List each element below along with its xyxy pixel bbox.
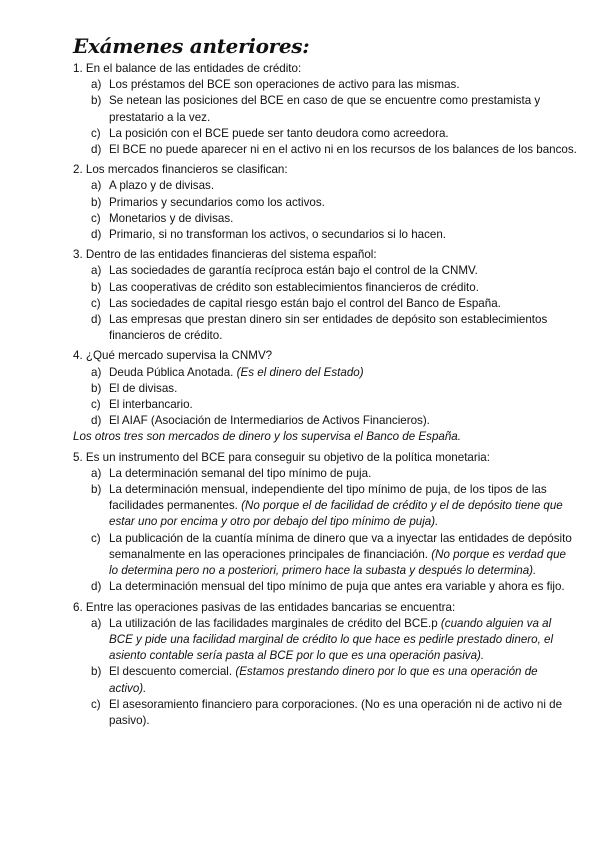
option-note: (Estamos prestando dinero por lo que es una operación de activo).: [109, 665, 538, 695]
option-text: Se netean las posiciones del BCE en caso de que se encuentre como prestamista y prestatario a la vez.: [109, 94, 541, 124]
question-stem: [73, 61, 578, 77]
option-a: [91, 616, 578, 665]
option-text-block: [109, 211, 578, 227]
option-letter: c): [91, 126, 101, 140]
option-letter: d): [91, 143, 102, 157]
option-text-block: [109, 579, 578, 595]
option-letter: b): [91, 94, 102, 108]
option-letter: d): [91, 580, 102, 594]
option-text-block: [109, 296, 578, 312]
option-letter: a): [91, 616, 102, 630]
question-5: [73, 450, 578, 596]
option-letter: a): [91, 264, 102, 278]
option-text: La determinación mensual del tipo mínimo de puja que antes era variable y ahora es fijo.: [109, 580, 565, 594]
option-list: [73, 263, 578, 344]
option-list: [73, 616, 578, 729]
option-c: [91, 211, 578, 227]
option-letter: b): [91, 665, 102, 679]
option-c: [91, 397, 578, 413]
question-stem: [73, 600, 578, 616]
option-letter: c): [91, 211, 101, 225]
question-text: ¿Qué mercado supervisa la CNMV?: [85, 349, 273, 363]
option-b: [91, 664, 578, 696]
option-letter: d): [91, 414, 102, 428]
option-b: [91, 381, 578, 397]
option-text: La publicación de la cuantía mínima de dinero que va a inyectar las entidades de depósito semanalmente en las operaciones principales de financiación.: [109, 531, 572, 561]
option-text-block: [109, 77, 578, 93]
option-d: [91, 312, 578, 344]
option-note: (No porque es verdad que lo determina pero no a posteriori, primero hace la subasta y después lo determina).: [109, 547, 566, 578]
option-letter: a): [91, 466, 102, 480]
question-number: 1.: [73, 62, 83, 75]
question-text: En el balance de las entidades de crédito:: [85, 62, 302, 75]
option-letter: b): [91, 280, 102, 294]
option-text-block: [109, 466, 578, 482]
option-text: Las sociedades de capital riesgo están bajo el control del Banco de España.: [109, 296, 501, 310]
option-text-block: [109, 531, 578, 580]
question-number: 3.: [73, 248, 83, 262]
option-letter: b): [91, 195, 102, 209]
question-number: 5.: [73, 450, 83, 464]
option-text-block: [109, 280, 578, 296]
option-d: [91, 227, 578, 243]
option-text: La posición con el BCE puede ser tanto deudora como acreedora.: [109, 126, 449, 140]
option-b: [91, 93, 578, 125]
option-letter: c): [91, 398, 101, 412]
option-text: La determinación semanal del tipo mínimo de puja.: [109, 466, 372, 480]
question-text: Es un instrumento del BCE para conseguir su objetivo de la política monetaria:: [85, 450, 490, 464]
option-letter: c): [91, 697, 101, 711]
option-text: Monetarios y de divisas.: [109, 211, 234, 225]
option-b: [91, 482, 578, 531]
option-text-block: [109, 142, 578, 158]
question-stem: [73, 450, 578, 466]
option-b: [91, 280, 578, 296]
question-list: [73, 61, 578, 729]
option-text-block: [109, 664, 578, 696]
option-d: [91, 413, 578, 429]
option-letter: a): [91, 78, 102, 92]
question-stem: [73, 247, 578, 263]
option-letter: d): [91, 313, 102, 327]
option-text-block: [109, 616, 578, 665]
option-text-block: [109, 365, 578, 381]
question-4: [73, 348, 578, 445]
option-letter: c): [91, 531, 101, 545]
option-a: [91, 466, 578, 482]
option-d: [91, 142, 578, 158]
option-text: La utilización de las facilidades marginales de crédito del BCE.p: [109, 616, 438, 630]
option-text: El BCE no puede aparecer ni en el activo ni en los recursos de los balances de los bancos.: [109, 143, 577, 157]
question-number: 4.: [73, 349, 83, 363]
option-list: [73, 178, 578, 243]
option-list: [73, 466, 578, 596]
option-b: [91, 195, 578, 211]
option-text-block: [109, 126, 578, 142]
option-letter: b): [91, 381, 102, 395]
page-title: Exámenes anteriores:: [73, 34, 310, 58]
question-stem: [73, 162, 578, 178]
option-c: [91, 531, 578, 580]
option-note: (No porque el de facilidad de crédito y el de depósito tiene que estar uno por encima y otro por debajo del tipo mínimo de puja).: [109, 499, 563, 529]
option-c: [91, 296, 578, 312]
option-list: [73, 365, 578, 430]
option-text-block: [109, 397, 578, 413]
option-text: Primarios y secundarios como los activos.: [109, 195, 325, 209]
option-text: Las sociedades de garantía recíproca están bajo el control de la CNMV.: [109, 264, 478, 278]
option-text-block: [109, 178, 578, 194]
question-2: [73, 162, 578, 243]
option-letter: b): [91, 483, 102, 497]
option-note: (Es el dinero del Estado): [236, 365, 364, 379]
question-1: [73, 61, 578, 158]
option-c: [91, 697, 578, 729]
option-text-block: [109, 263, 578, 279]
option-text: A plazo y de divisas.: [109, 179, 215, 193]
option-d: [91, 579, 578, 595]
option-text: El de divisas.: [109, 381, 178, 395]
option-text-block: [109, 697, 578, 729]
option-text-block: [109, 381, 578, 397]
question-6: [73, 600, 578, 730]
question-3: [73, 247, 578, 344]
question-text: Dentro de las entidades financieras del sistema español:: [85, 248, 377, 262]
option-a: [91, 263, 578, 279]
option-text: El asesoramiento financiero para corporaciones. (No es una operación ni de activo ni de pasivo).: [109, 697, 563, 727]
option-note: (cuando alguien va al BCE y pide una facilidad marginal de crédito lo que hace es pedirle prestado dinero, el asiento contable sería pasta al BCE por lo que es una operación pasiva).: [109, 616, 554, 663]
option-text-block: [109, 312, 578, 344]
option-text: Los préstamos del BCE son operaciones de activo para las mismas.: [109, 78, 460, 92]
question-note: Los otros tres son mercados de dinero y los supervisa el Banco de España.: [73, 430, 461, 444]
option-a: [91, 178, 578, 194]
option-list: [73, 77, 578, 158]
option-letter: a): [91, 365, 102, 379]
option-text-block: [109, 482, 578, 531]
option-text-block: [109, 195, 578, 211]
question-number: 6.: [73, 600, 83, 614]
option-text-block: [109, 227, 578, 243]
option-a: [91, 365, 578, 381]
option-text: El descuento comercial.: [109, 665, 233, 679]
option-text: Las cooperativas de crédito son establecimientos financieros de crédito.: [109, 280, 479, 294]
option-text: La determinación mensual, independiente del tipo mínimo de puja, de los tipos de las facilidades permanentes.: [109, 483, 547, 513]
option-text: Deuda Pública Anotada.: [109, 365, 234, 379]
option-text-block: [109, 413, 578, 429]
option-text-block: [109, 93, 578, 125]
question-stem: [73, 348, 578, 364]
option-text: Primario, si no transforman los activos, o secundarios si lo hacen.: [109, 228, 447, 242]
option-text: El interbancario.: [109, 398, 193, 412]
option-letter: c): [91, 296, 101, 310]
option-letter: a): [91, 179, 102, 193]
option-a: [91, 77, 578, 93]
question-number: 2.: [73, 163, 83, 177]
question-text: Entre las operaciones pasivas de las entidades bancarias se encuentra:: [85, 600, 456, 614]
option-text: El AIAF (Asociación de Intermediarios de Activos Financieros).: [109, 414, 430, 428]
option-c: [91, 126, 578, 142]
option-letter: d): [91, 228, 102, 242]
question-text: Los mercados financieros se clasifican:: [85, 163, 288, 177]
option-text: Las empresas que prestan dinero sin ser entidades de depósito son establecimientos financieros de crédito.: [109, 313, 548, 343]
